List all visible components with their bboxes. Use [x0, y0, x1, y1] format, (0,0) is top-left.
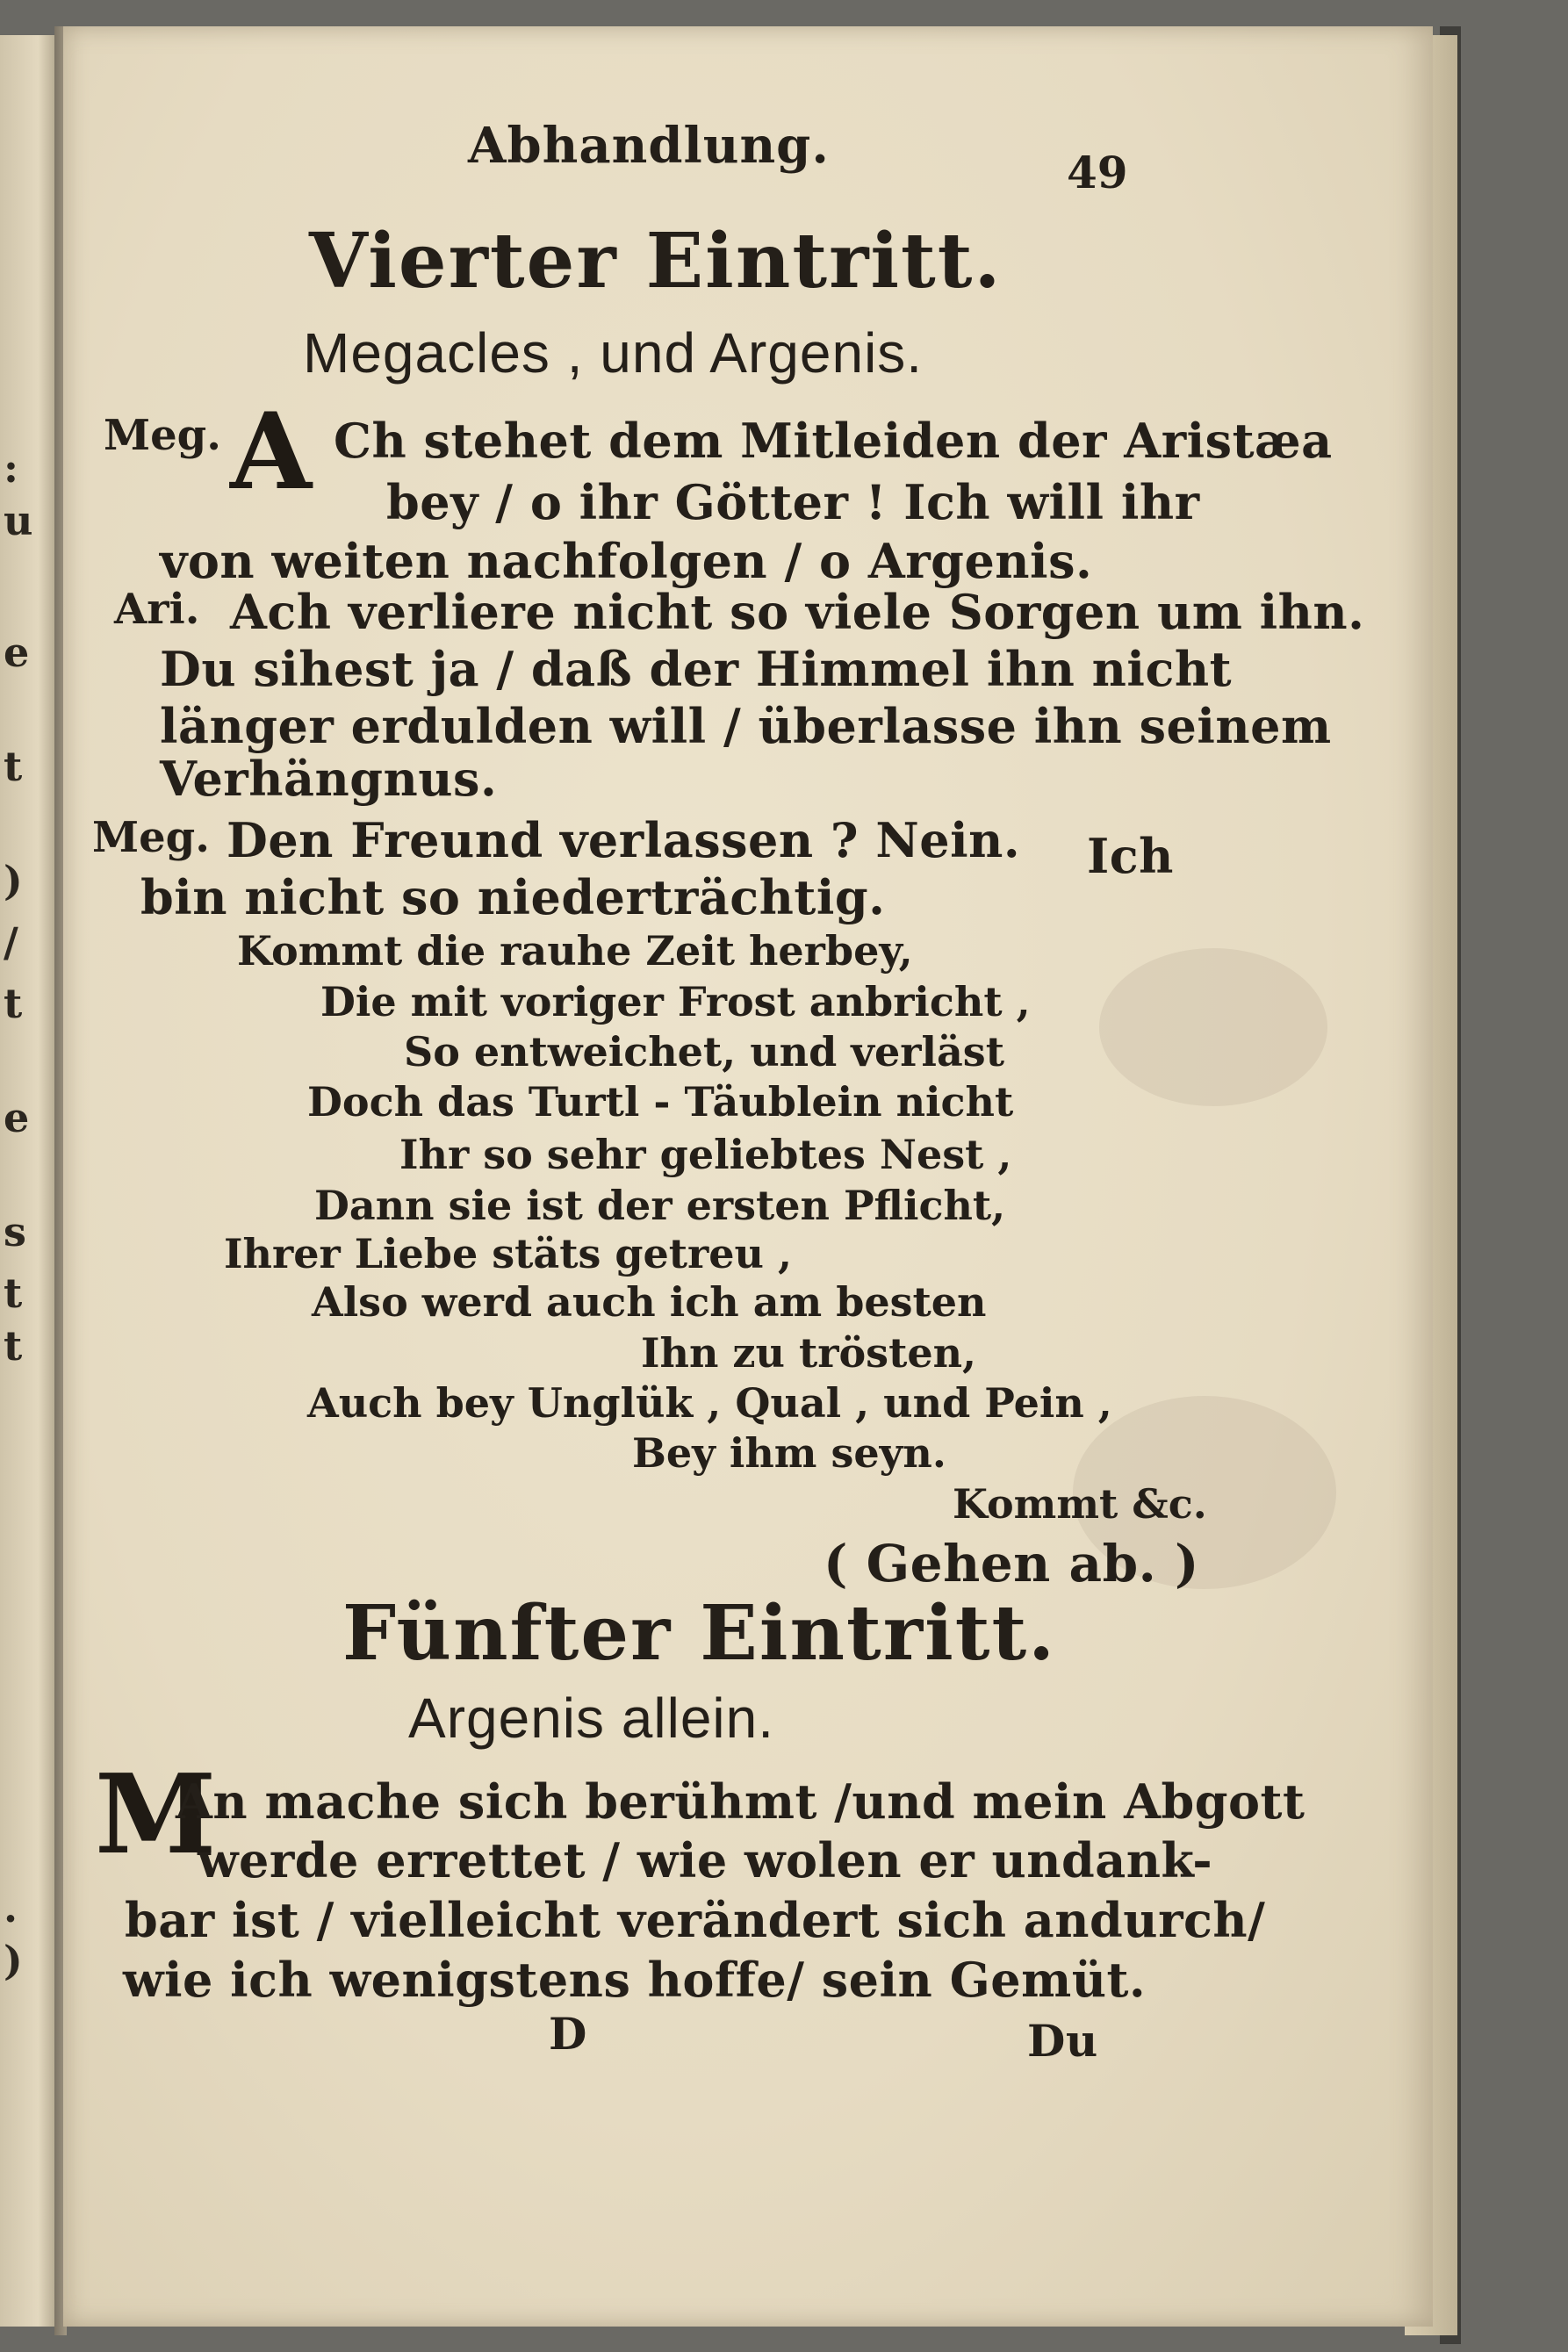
verse-repeat-mark: Kommt &c. — [953, 1480, 1207, 1528]
left-fragment: t — [4, 980, 23, 1027]
speaker-label: Ari. — [114, 585, 200, 634]
speaker-label: Meg. — [92, 813, 210, 862]
verse-line: Die mit voriger Frost anbricht , — [320, 978, 1031, 1025]
left-fragment: t — [4, 1270, 23, 1317]
text-line: bar ist / vielleicht verändert sich andurch/ — [125, 1892, 1266, 1948]
drop-cap-initial: A — [230, 390, 313, 514]
verse-line: Auch bey Unglük , Qual , und Pein , — [307, 1379, 1112, 1427]
verse-line: Kommt die rauhe Zeit herbey, — [237, 927, 913, 975]
text-line: Ich — [1087, 828, 1174, 884]
left-fragment: s — [4, 1208, 26, 1255]
running-head: Abhandlung. — [468, 117, 830, 175]
verse-line: Dann sie ist der ersten Pflicht, — [314, 1182, 1006, 1229]
signature-mark: D — [549, 2008, 587, 2060]
left-fragment: / — [4, 918, 18, 966]
scene-4-characters: Megacles , und Argenis. — [303, 321, 924, 385]
left-fragment: ) — [4, 1937, 23, 1984]
left-fragment: t — [4, 743, 23, 790]
verse-line: So entweichet, und verläst — [404, 1028, 1004, 1075]
verse-line: Also werd auch ich am besten — [312, 1278, 987, 1326]
speaker-label: Meg. — [104, 411, 221, 460]
text-line: länger erdulden will / überlasse ihn seinem — [160, 698, 1332, 754]
left-fragment: : — [4, 444, 18, 492]
text-line: An mache sich berühmt /und mein Abgott — [176, 1773, 1305, 1830]
show-through-stain — [1099, 948, 1327, 1106]
left-fragment: t — [4, 1322, 23, 1370]
text-line: Verhängnus. — [160, 751, 498, 807]
page-number: 49 — [1067, 147, 1128, 198]
scene-5-characters: Argenis allein. — [408, 1687, 774, 1750]
scene-4-title: Vierter Eintritt. — [309, 217, 1003, 306]
text-line: Ch stehet dem Mitleiden der Aristæa — [334, 413, 1333, 469]
left-page-edge — [0, 35, 54, 2327]
verse-line: Ihrer Liebe stäts getreu , — [224, 1230, 793, 1277]
text-line: von weiten nachfolgen / o Argenis. — [160, 533, 1093, 589]
text-line: wie ich wenigstens hoffe/ sein Gemüt. — [123, 1952, 1147, 2008]
catchword: Du — [1027, 2015, 1098, 2067]
left-fragment: u — [4, 497, 33, 544]
scene-5-title: Fünfter Eintritt. — [342, 1589, 1057, 1678]
verse-line: Bey ihm seyn. — [632, 1429, 946, 1477]
verse-line: Ihn zu trösten, — [641, 1329, 977, 1377]
text-line: Du sihest ja / daß der Himmel ihn nicht — [160, 641, 1233, 697]
stage-direction: ( Gehen ab. ) — [824, 1534, 1199, 1593]
verse-line: Doch das Turtl - Täublein nicht — [307, 1078, 1014, 1126]
text-line: Ach verliere nicht so viele Sorgen um ihn. — [230, 584, 1365, 640]
text-line: Den Freund verlassen ? Nein. — [227, 812, 1021, 868]
left-fragment: e — [4, 629, 30, 676]
verse-line: Ihr so sehr geliebtes Nest , — [399, 1131, 1012, 1178]
text-line: bey / o ihr Götter ! Ich will ihr — [386, 474, 1200, 530]
left-fragment: . — [4, 1884, 18, 1931]
drop-cap-initial: M — [95, 1751, 217, 1879]
text-line: bin nicht so niederträchtig. — [140, 869, 886, 925]
left-fragment: e — [4, 1094, 30, 1141]
text-line: werde errettet / wie wolen er undank- — [198, 1832, 1213, 1888]
left-fragment: ) — [4, 857, 23, 904]
